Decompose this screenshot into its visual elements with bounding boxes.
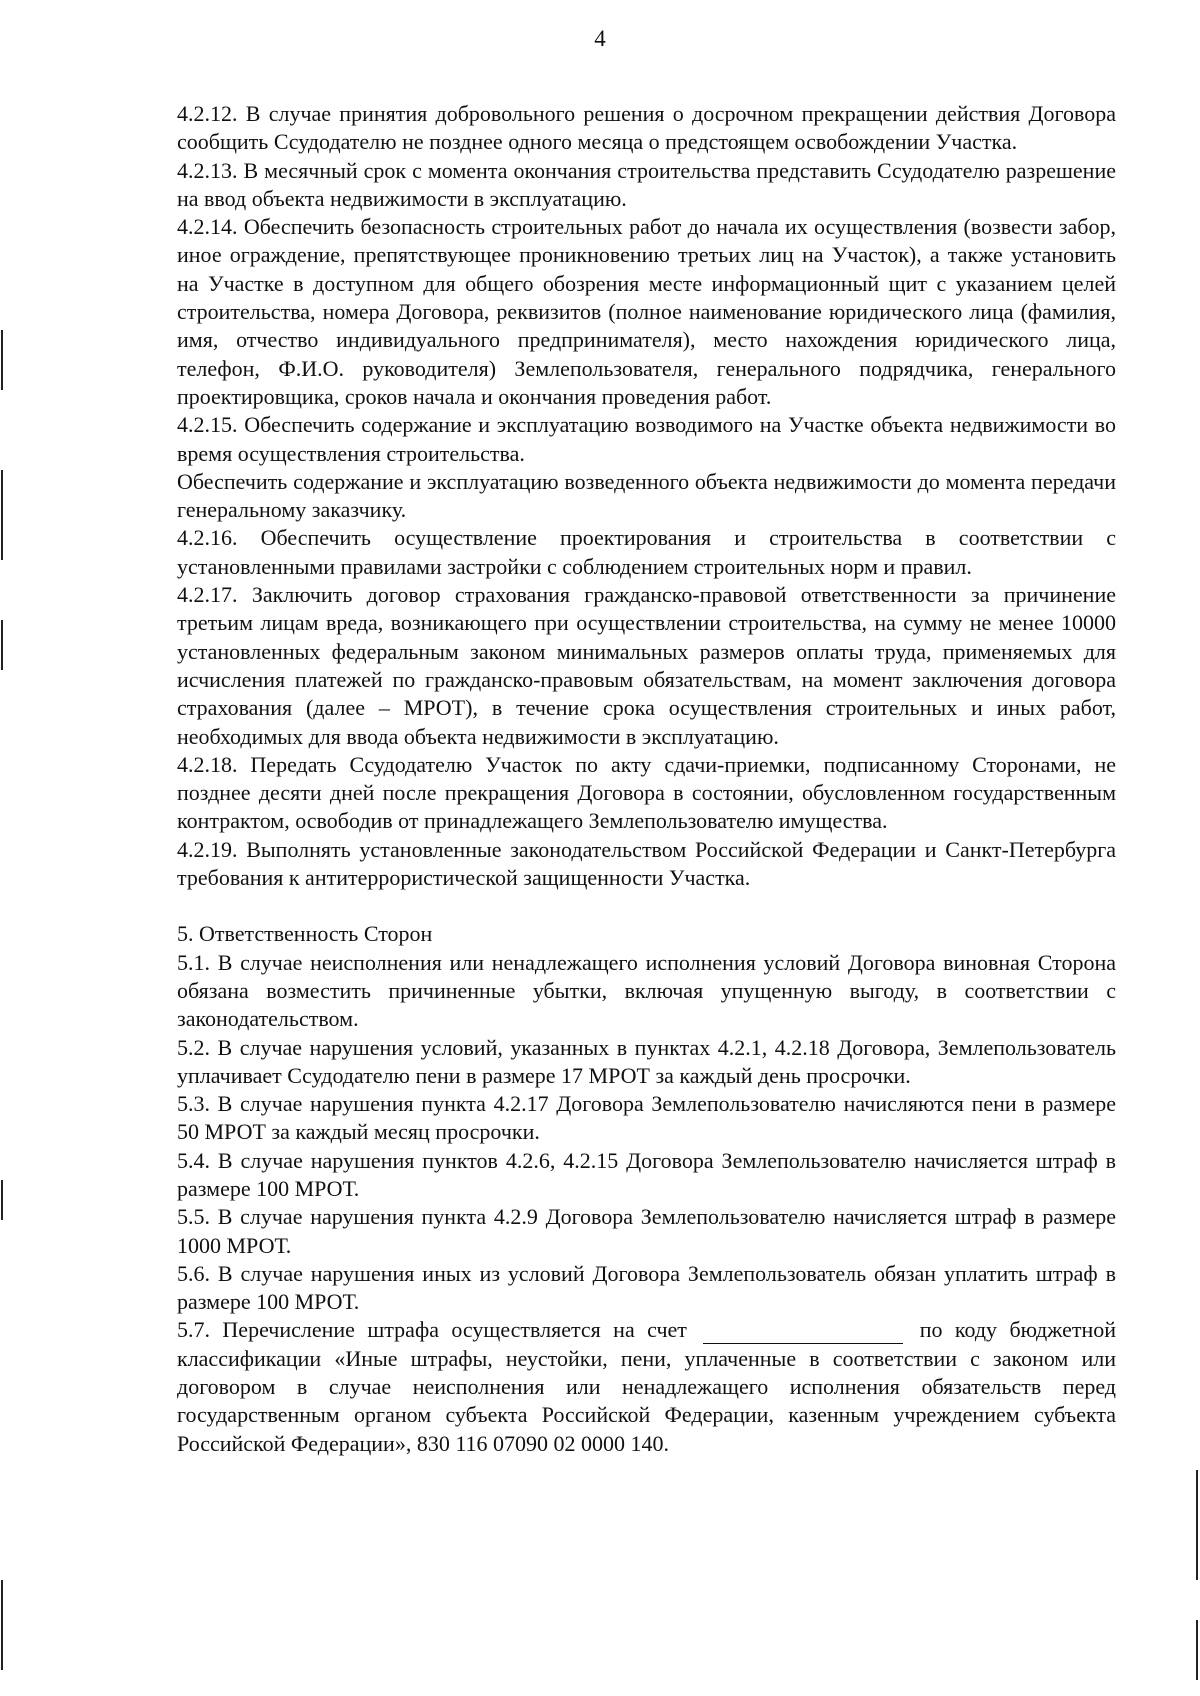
left-margin-scan-mark	[1, 330, 3, 390]
clause-4-2-13: 4.2.13. В месячный срок с момента окончания строительства представить Ссудодателю разрешение на ввод объекта недвижимости в эксплуатацию.	[177, 157, 1116, 211]
section-5-heading: 5. Ответственность Сторон	[177, 921, 433, 947]
clause-4-2-17: 4.2.17. Заключить договор страхования гражданско-правовой ответственности за причинение третьим лицам вреда, возникающего при осуществлении строительства, на сумму не менее 10000 установленных федеральным законом минимальных размеров оплаты труда, применяемых для исчисления платежей по гражданско-правовым обязательствам, на момент заключения договора страхования (далее – МРОТ), в течение срока осуществления строительных и иных работ, необходимых для ввода объекта недвижимости в эксплуатацию.	[177, 582, 1116, 749]
clause-5-2: 5.2. В случае нарушения условий, указанных в пунктах 4.2.1, 4.2.18 Договора, Землепользователь уплачивает Ссудодателю пени в размере 17 МРОТ за каждый день просрочки.	[177, 1034, 1116, 1088]
clause-5-7-end: по коду бюджетной классификации «Иные штрафы, неустойки, пени, уплаченные в соответствии с законом или договором в случае неисполнения или ненадлежащего исполнения обязательств перед государственным органом субъекта Российской Федерации, казенным учреждением субъекта Российской Федерации», 830 116 07090 02 0000 140.	[177, 1317, 1117, 1456]
right-margin-scan-mark	[1196, 1470, 1198, 1580]
clause-4-2-18: 4.2.18. Передать Ссудодателю Участок по акту сдачи-приемки, подписанному Сторонами, не позднее десяти дней после прекращения Договора в состоянии, обусловленном государственным контрактом, освободив от принадлежащего Землепользователю имущества.	[177, 751, 1116, 834]
left-margin-scan-mark	[1, 620, 3, 670]
clause-5-3: 5.3. В случае нарушения пункта 4.2.17 Договора Землепользователю начисляются пени в размере 50 МРОТ за каждый месяц просрочки.	[177, 1091, 1116, 1145]
right-margin-scan-mark	[1196, 1620, 1198, 1680]
clause-4-2-14: 4.2.14. Обеспечить безопасность строительных работ до начала их осуществления (возвести забор, иное ограждение, препятствующее проникновению третьих лиц на Участок), а также установить на Участке в доступном для общего обозрения месте информационный щит с указанием целей строительства, номера Договора, реквизитов (полное наименование юридического лица (фамилия, имя, отчество индивидуального предпринимателя), место нахождения юридического лица, телефон, Ф.И.О. руководителя) Землепользователя, генерального подрядчика, генерального проектировщика, сроков начала и окончания проведения работ.	[177, 214, 1116, 409]
clause-4-2-16: 4.2.16. Обеспечить осуществление проектирования и строительства в соответствии с установленными правилами застройки с соблюдением строительных норм и правил.	[177, 525, 1116, 579]
account-number-blank-field[interactable]	[703, 1321, 903, 1344]
clause-5-1: 5.1. В случае неисполнения или ненадлежащего исполнения условий Договора виновная Сторона обязана возместить причиненные убытки, включая упущенную выгоду, в соответствии с законодательством.	[177, 949, 1116, 1032]
clause-4-2-12: 4.2.12. В случае принятия добровольного решения о досрочном прекращении действия Договора сообщить Ссудодателю не позднее одного месяца о предстоящем освобождении Участка.	[177, 101, 1116, 155]
clause-4-2-15-continuation: Обеспечить содержание и эксплуатацию возведенного объекта недвижимости до момента передачи генеральному заказчику.	[177, 468, 1116, 523]
left-margin-scan-mark	[1, 470, 3, 560]
page-number: 4	[594, 26, 606, 51]
clause-4-2-19: 4.2.19. Выполнять установленные законодательством Российской Федерации и Санкт-Петербурга требования к антитеррористической защищенности Участка.	[177, 836, 1116, 891]
clause-5-7	[177, 1316, 1116, 1457]
left-margin-scan-mark	[1, 1580, 3, 1670]
left-margin-scan-mark	[1, 1180, 3, 1220]
clause-5-5: 5.5. В случае нарушения пункта 4.2.9 Договора Землепользователю начисляется штраф в размере 1000 МРОТ.	[177, 1204, 1116, 1258]
clause-5-6: 5.6. В случае нарушения иных из условий Договора Землепользователь обязан уплатить штраф в размере 100 МРОТ.	[177, 1260, 1116, 1315]
section-spacer	[177, 892, 1116, 920]
clause-5-7-start: 5.7. Перечисление штрафа осуществляется на счет	[177, 1317, 687, 1343]
document-body	[177, 100, 1116, 1458]
clause-5-4: 5.4. В случае нарушения пунктов 4.2.6, 4.2.15 Договора Землепользователю начисляется штраф в размере 100 МРОТ.	[177, 1147, 1116, 1201]
clause-4-2-15: 4.2.15. Обеспечить содержание и эксплуатацию возводимого на Участке объекта недвижимости во время осуществления строительства.	[177, 412, 1116, 466]
